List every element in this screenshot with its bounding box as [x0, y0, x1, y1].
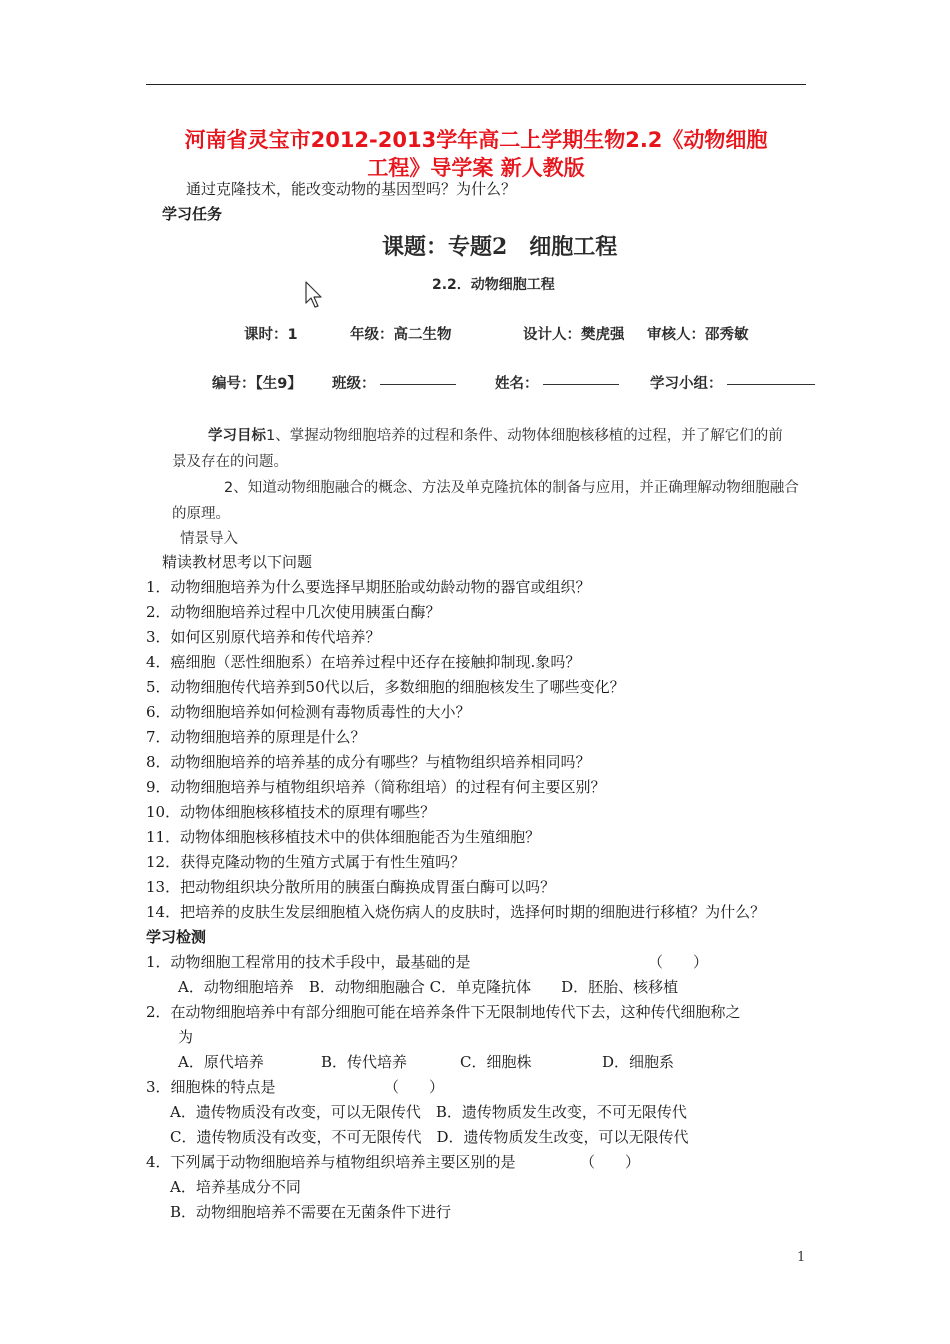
question-item: 9．动物细胞培养与植物组织培养（简称组培）的过程有何主要区别？: [146, 778, 606, 796]
group-blank: [727, 384, 815, 385]
question-item: 10．动物体细胞核移植技术的原理有哪些？: [146, 803, 436, 821]
test-q1-options: A．动物细胞培养 B．动物细胞融合 C．单克隆抗体 D．胚胎、核移植: [178, 978, 679, 996]
test-q2-option-a: A．原代培养: [178, 1053, 264, 1071]
goal-1-text: 1、掌握动物细胞培养的过程和条件、动物体细胞核移植的过程，并了解它们的前: [266, 428, 783, 444]
document-title-line1: 河南省灵宝市2012-2013学年高二上学期生物2.2《动物细胞: [184, 128, 768, 152]
lesson-heading: 课题：专题2 细胞工程: [382, 234, 618, 260]
goal-2-line2: 的原理。: [172, 506, 230, 522]
meta-grade: 年级：高二生物: [350, 327, 452, 343]
question-item: 14．把培养的皮肤生发层细胞植入烧伤病人的皮肤时，选择何时期的细胞进行移植？为什么？: [146, 903, 766, 921]
goal-1-line1: [208, 424, 783, 445]
question-item: 8．动物细胞培养的培养基的成分有哪些？与植物组织培养相同吗？: [146, 753, 591, 771]
test-q4-option-a: A．培养基成分不同: [170, 1178, 301, 1196]
class-blank: [380, 384, 456, 385]
meta-period: 课时：1: [244, 327, 298, 343]
test-q4-answer-paren: （ ）: [580, 1153, 641, 1171]
test-q2-line2: 为: [178, 1028, 194, 1046]
question-item: 13．把动物组织块分散所用的胰蛋白酶换成胃蛋白酶可以吗？: [146, 878, 556, 896]
page-number: 1: [797, 1250, 806, 1265]
test-q2-line1: 2．在动物细胞培养中有部分细胞可能在培养条件下无限制地传代下去，这种传代细胞称之: [146, 1003, 741, 1021]
meta-group-label: 学习小组：: [650, 376, 723, 392]
lesson-subheading: 2.2．动物细胞工程: [432, 277, 555, 293]
test-q1-answer-paren: （ ）: [648, 953, 709, 971]
goals-label: 学习目标: [208, 428, 266, 444]
meta-group: [650, 372, 815, 393]
test-heading: 学习检测: [146, 928, 207, 946]
question-item: 12．获得克隆动物的生殖方式属于有性生殖吗？: [146, 853, 466, 871]
test-q4: 4．下列属于动物细胞培养与植物组织培养主要区别的是: [146, 1153, 516, 1171]
test-q2-option-b: B．传代培养: [321, 1053, 408, 1071]
intro-question: 通过克隆技术，能改变动物的基因型吗？为什么？: [186, 180, 517, 198]
header-rule: [146, 84, 806, 85]
question-item: 11．动物体细胞核移植技术中的供体细胞能否为生殖细胞？: [146, 828, 541, 846]
meta-name: [495, 372, 619, 393]
question-item: 6．动物细胞培养如何检测有毒物质毒性的大小？: [146, 703, 471, 721]
test-q4-option-b: B．动物细胞培养不需要在无菌条件下进行: [170, 1203, 452, 1221]
reading-intro: 精读教材思考以下问题: [162, 553, 313, 571]
test-q3-options-row2: C．遗传物质没有改变，不可无限传代 D．遗传物质发生改变，可以无限传代: [170, 1128, 689, 1146]
test-q3: 3．细胞株的特点是: [146, 1078, 276, 1096]
question-item: 4．癌细胞（恶性细胞系）在培养过程中还存在接触抑制现.象吗？: [146, 653, 581, 671]
question-item: 5．动物细胞传代培养到50代以后，多数细胞的细胞核发生了哪些变化？: [146, 678, 625, 696]
name-blank: [543, 384, 619, 385]
document-title-line2: 工程》导学案 新人教版: [367, 156, 585, 180]
goal-2-line1: 2、知道动物细胞融合的概念、方法及单克隆抗体的制备与应用，并正确理解动物细胞融合: [224, 480, 799, 496]
test-q2-option-c: C．细胞株: [460, 1053, 532, 1071]
test-q3-answer-paren: （ ）: [384, 1078, 445, 1096]
meta-class: [332, 372, 456, 393]
goal-1-line2: 景及存在的问题。: [172, 454, 288, 470]
test-q3-options-row1: A．遗传物质没有改变，可以无限传代 B．遗传物质发生改变，不可无限传代: [170, 1103, 687, 1121]
meta-reviewer: 审核人：邵秀敏: [647, 327, 749, 343]
task-heading: 学习任务: [162, 205, 223, 223]
scene-intro: 情景导入: [180, 531, 238, 547]
test-q2-option-d: D．细胞系: [602, 1053, 675, 1071]
meta-code: 编号：【生9】: [212, 376, 302, 392]
meta-designer: 设计人：樊虎强: [523, 327, 625, 343]
question-item: 2．动物细胞培养过程中几次使用胰蛋白酶？: [146, 603, 441, 621]
meta-class-label: 班级：: [332, 376, 376, 392]
mouse-cursor-icon: [305, 281, 323, 309]
question-item: 7．动物细胞培养的原理是什么？: [146, 728, 366, 746]
question-item: 3．如何区别原代培养和传代培养？: [146, 628, 381, 646]
meta-name-label: 姓名：: [495, 376, 539, 392]
embedded-lesson-header-image: [150, 222, 830, 547]
test-q1: 1．动物细胞工程常用的技术手段中，最基础的是: [146, 953, 471, 971]
question-item: 1．动物细胞培养为什么要选择早期胚胎或幼龄动物的器官或组织？: [146, 578, 591, 596]
